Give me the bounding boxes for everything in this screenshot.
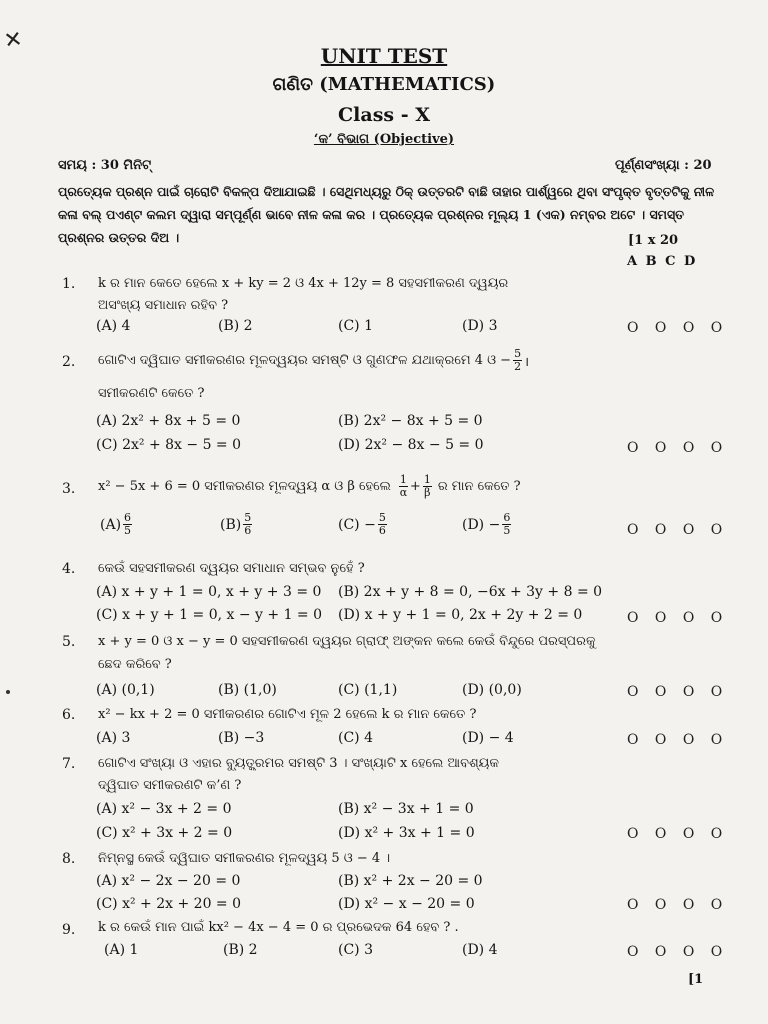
fraction [123,512,132,537]
option-a: (A) x² − 2x − 20 = 0 [96,873,241,889]
option-a: (A) 2x² + 8x + 5 = 0 [96,413,241,429]
option-d: (D) x + y + 1 = 0, 2x + 2y + 2 = 0 [338,607,583,623]
option-a: (A) 3 [96,730,131,746]
option-d: (D) 4 [462,942,498,958]
question-text: k ର ମାନ କେତେ ହେଲେ x + ky = 2 ଓ 4x + 12y = 8 ସହସମୀକରଣ ଦ୍ୱୟର [98,276,509,291]
question-number: 1. [62,276,76,292]
option-c: (C) 4 [338,730,373,746]
fraction-numerator: 5 [514,347,522,360]
page-number: [1 [688,972,704,987]
option-d: (D) x² − x − 20 = 0 [338,896,475,912]
fraction-numerator: 1 [399,472,407,486]
option-c: (C) 2x² + 8x − 5 = 0 [96,437,242,453]
option-a [100,512,134,537]
option-b [220,512,254,537]
option-a: (A) 1 [104,942,139,958]
option-a: (A) 4 [96,318,131,334]
option-b: (B) 2x + y + 8 = 0, −6x + 3y + 8 = 0 [338,584,603,600]
option-d: (D) (0,0) [462,682,522,698]
answer-bubbles[interactable]: O O O O [627,610,729,626]
answer-bubbles[interactable]: O O O O [627,440,729,456]
answer-bubbles[interactable]: O O O O [627,944,729,960]
fraction [513,348,522,373]
option-c: (C) 1 [338,318,373,334]
question-number: 5. [62,634,76,650]
answer-bubbles[interactable]: O O O O [627,522,729,538]
fraction-numerator: 5 [378,511,386,524]
option-label: (C) − [338,516,376,533]
answer-bubbles[interactable]: O O O O [627,320,729,336]
question-text: ନିମ୍ନସ୍ଥ କେଉଁ ଦ୍ୱିଘାତ ସମୀକରଣର ମୂଳଦ୍ୱୟ 5 ଓ − 4 । [98,851,391,866]
question-number: 7. [62,756,76,772]
question-number: 4. [62,561,76,577]
margin-cross-mark: ✕ [2,26,25,55]
option-label: (D) − [462,516,501,533]
margin-dot [6,690,10,694]
question-text: ଦ୍ୱିଘାତ ସମୀକରଣଟି କ’ଣ ? [98,778,242,793]
answer-bubbles[interactable]: O O O O [627,732,729,748]
option-c: (C) x² + 3x + 2 = 0 [96,825,233,841]
fraction-denominator: 6 [378,524,386,537]
question-text: ସମୀକରଣଟି କେତେ ? [98,386,205,401]
fraction-denominator: α [399,485,408,499]
question-text: ଅସଂଖ୍ୟ ସମାଧାନ ରହିବ ? [98,298,229,313]
option-b: (B) 2x² − 8x + 5 = 0 [338,413,483,429]
question-text-part: x² − 5x + 6 = 0 ସମୀକରଣର ମୂଳଦ୍ୱୟ α ଓ β ହେଲେ [98,478,391,494]
section-title: ‘କ’ ବିଭାଗ (Objective) [313,132,455,147]
instructions: ପ୍ରତ୍ୟେକ ପ୍ରଶ୍ନ ପାଇଁ ଚାରୋଟି ବିକଳ୍ପ ଦିଆଯାଇଛି । ସେଥିମଧ୍ୟରୁ ଠିକ୍ ଉତ୍ତରଟି ବାଛି ତାହାର ପାର୍ଶ୍ୱରେ ଥିବା ସଂପୃକ୍ତ ବୃତ୍ତଟିକୁ ନୀଳ କଳା ବଲ୍ ପଏଣ୍ଟ କଲମ ଦ୍ୱାରା ସମ୍ପୂର୍ଣ୍ଣ ଭାବେ ନୀଳ କଳା କର । ପ୍ରତ୍ୟେକ ପ୍ରଶ୍ନର ମୂଲ୍ୟ 1 (ଏକ) ନମ୍ବର ଅଟେ । ସମସ୍ତ ପ୍ରଶ୍ନର ଉତ୍ତର ଦିଅ । [58,184,715,245]
question-number: 3. [62,481,76,497]
option-a: (A) x² − 3x + 2 = 0 [96,801,232,817]
answer-bubbles[interactable]: O O O O [627,826,729,842]
full-marks-label: ପୂର୍ଣ୍ଣସଂଖ୍ୟା : 20 [615,158,712,173]
option-label: (A) [100,516,122,533]
fraction-numerator: 1 [423,472,431,486]
question-text: x² − kx + 2 = 0 ସମୀକରଣର ଗୋଟିଏ ମୂଳ 2 ହେଲେ k ର ମାନ କେତେ ? [98,707,477,722]
question-text: କେଉଁ ସହସମୀକରଣ ଦ୍ୱୟର ସମାଧାନ ସମ୍ଭବ ନୁହେଁ ? [98,561,365,576]
option-c: (C) x² + 2x + 20 = 0 [96,896,242,912]
question-text-end: ର ମାନ କେତେ ? [437,478,521,494]
option-d: (D) 2x² − 8x − 5 = 0 [338,437,484,453]
fraction [502,512,511,537]
fraction-denominator: β [424,485,431,499]
question-number: 9. [62,922,76,938]
question-text: ଗୋଟିଏ ସଂଖ୍ୟା ଓ ଏହାର ବ୍ୟୁତ୍କ୍ରମର ସମଷ୍ଟି 3 । ସଂଖ୍ୟାଟି x ହେଲେ ଆବଶ୍ୟକ [98,756,499,771]
option-d [462,512,513,537]
answer-columns: A B C D [627,254,698,269]
fraction-numerator: 6 [124,511,132,524]
question-text: ଛେଦ କରିବେ ? [98,657,172,672]
fraction-numerator: 5 [244,511,252,524]
option-d: (D) 3 [462,318,498,334]
answer-bubbles[interactable]: O O O O [627,897,729,913]
question-text-part: ଗୋଟିଏ ଦ୍ୱିଘାତ ସମୀକରଣର ମୂଳଦ୍ୱୟର ସମଷ୍ଟି ଓ ଗୁଣଫଳ ଯଥାକ୍ରମେ 4 ଓ − [98,353,512,368]
option-b: (B) x² + 2x − 20 = 0 [338,873,483,889]
option-c: (C) x + y + 1 = 0, x − y + 1 = 0 [96,607,323,623]
reciprocal-sum: $\frac{1}{\alpha}$ + $\frac{1}{\beta}$ [399,472,431,499]
option-b: (B) −3 [218,730,265,746]
question-text [98,468,521,504]
question-number: 6. [62,707,76,723]
option-c [338,512,389,537]
option-d: (D) x² + 3x + 1 = 0 [338,825,475,841]
answer-bubbles[interactable]: O O O O [627,684,729,700]
option-b: (B) 2 [223,942,258,958]
class-title: Class - X [338,104,430,126]
fraction [399,474,408,499]
option-d: (D) − 4 [462,730,514,746]
fraction [243,512,252,537]
option-c: (C) (1,1) [338,682,398,698]
fraction [423,474,432,499]
fraction-numerator: 6 [503,511,511,524]
fraction-denominator: 6 [244,524,252,537]
option-a: (A) x + y + 1 = 0, x + y + 3 = 0 [96,584,322,600]
fraction [378,512,387,537]
question-text [98,348,529,373]
option-b: (B) (1,0) [218,682,277,698]
fraction-denominator: 5 [124,524,132,537]
option-b: (B) x² − 3x + 1 = 0 [338,801,474,817]
option-b: (B) 2 [218,318,253,334]
fraction-denominator: 2 [514,360,522,373]
option-c: (C) 3 [338,942,373,958]
question-number: 2. [62,354,76,370]
option-a: (A) (0,1) [96,682,155,698]
question-text: k ର କେଉଁ ମାନ ପାଇଁ kx² − 4x − 4 = 0 ର ପ୍ରଭେଦକ 64 ହେବ ? . [98,920,459,935]
question-text: x + y = 0 ଓ x − y = 0 ସହସମୀକରଣ ଦ୍ୱୟର ଗ୍ରାଫ୍ ଅଙ୍କନ କଲେ କେଉଁ ବିନ୍ଦୁରେ ପରସ୍ପରକୁ [98,634,596,649]
time-label: ସମୟ : 30 ମିନିଟ୍ [58,158,152,173]
question-text-end: । [524,354,530,370]
subject-title: ଗଣିତ (MATHEMATICS) [272,74,496,95]
question-number: 8. [62,851,76,867]
option-label: (B) [220,516,242,533]
fraction-denominator: 5 [503,524,511,537]
marks-box: [1 x 20 [628,233,679,248]
page-title: UNIT TEST [320,44,448,68]
